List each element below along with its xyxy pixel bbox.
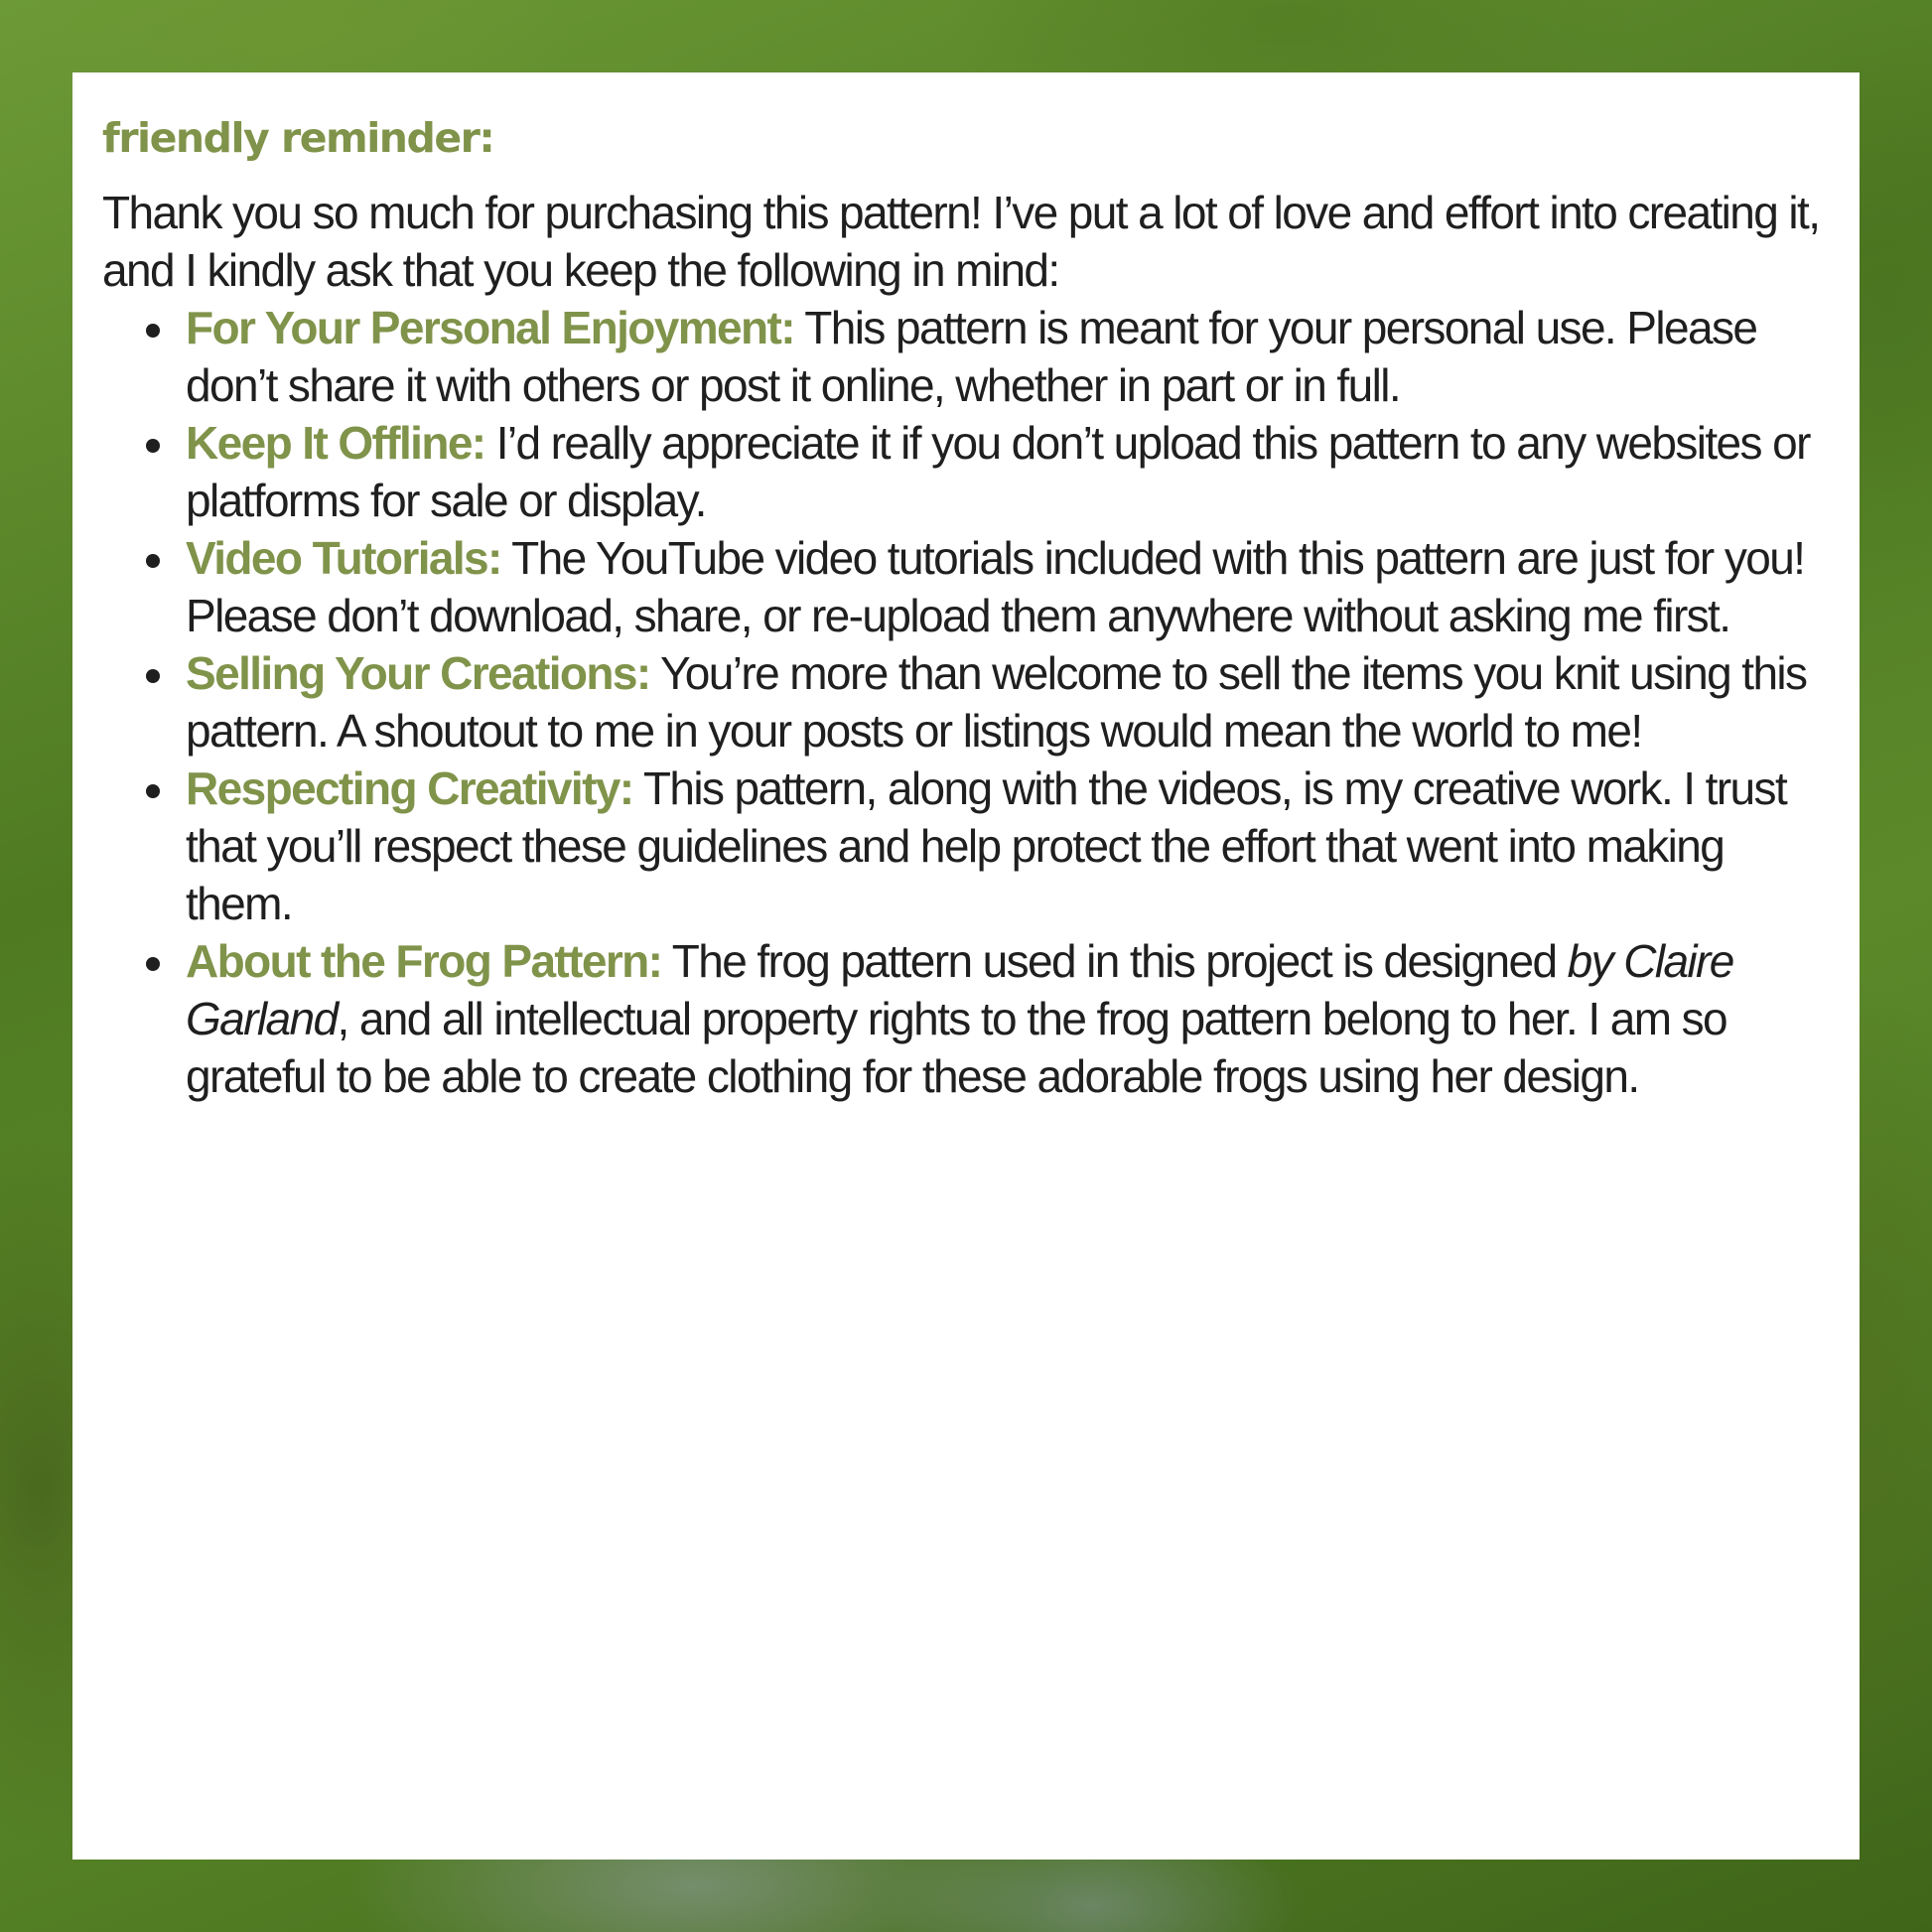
list-item — [186, 529, 1830, 644]
intro-paragraph: Thank you so much for purchasing this pattern! I’ve put a lot of love and effort into creating it, and I kindly ask that you keep the following in mind: — [102, 187, 1820, 296]
item-text: This pattern, along with the videos, is my creative work. I trust that you’ll respect these guidelines and help protect the effort that went into making them. — [186, 762, 1787, 929]
bullet-icon — [146, 669, 160, 683]
list-item — [186, 644, 1830, 759]
item-text: , and all intellectual property rights to the frog pattern belong to her. I am so grateful to be able to create clothing for these adorable frogs using her design. — [186, 993, 1726, 1102]
item-term: Selling Your Creations: — [186, 647, 650, 699]
reminder-card — [72, 72, 1860, 1860]
bullet-icon — [146, 439, 160, 453]
item-term: For Your Personal Enjoyment: — [186, 302, 794, 353]
guidelines-list — [102, 299, 1830, 1105]
item-term: About the Frog Pattern: — [186, 935, 662, 987]
bullet-icon — [146, 784, 160, 798]
bullet-icon — [146, 957, 160, 971]
bullet-icon — [146, 554, 160, 568]
item-term: Keep It Offline: — [186, 417, 485, 469]
item-text: I’d really appreciate it if you don’t upload this pattern to any websites or platforms for sale or display. — [186, 417, 1810, 526]
item-term: Video Tutorials: — [186, 532, 501, 584]
item-text: The YouTube video tutorials included with this pattern are just for you! Please don’t download, share, or re-upload them anywhere without asking me first. — [186, 532, 1805, 641]
bullet-icon — [146, 324, 160, 338]
reminder-heading: friendly reminder: — [102, 114, 494, 162]
designer-credit: by Claire Garland — [186, 935, 1733, 1044]
item-text: This pattern is meant for your personal use. Please don’t share it with others or post it online, whether in part or in full. — [186, 302, 1757, 411]
list-item — [186, 759, 1830, 932]
item-term: Respecting Creativity: — [186, 762, 633, 814]
item-text: You’re more than welcome to sell the items you knit using this pattern. A shoutout to me in your posts or listings would mean the world to me! — [186, 647, 1807, 757]
list-item — [186, 932, 1830, 1105]
list-item — [186, 299, 1830, 414]
list-item — [186, 414, 1830, 529]
item-text: The frog pattern used in this project is designed — [661, 935, 1568, 987]
